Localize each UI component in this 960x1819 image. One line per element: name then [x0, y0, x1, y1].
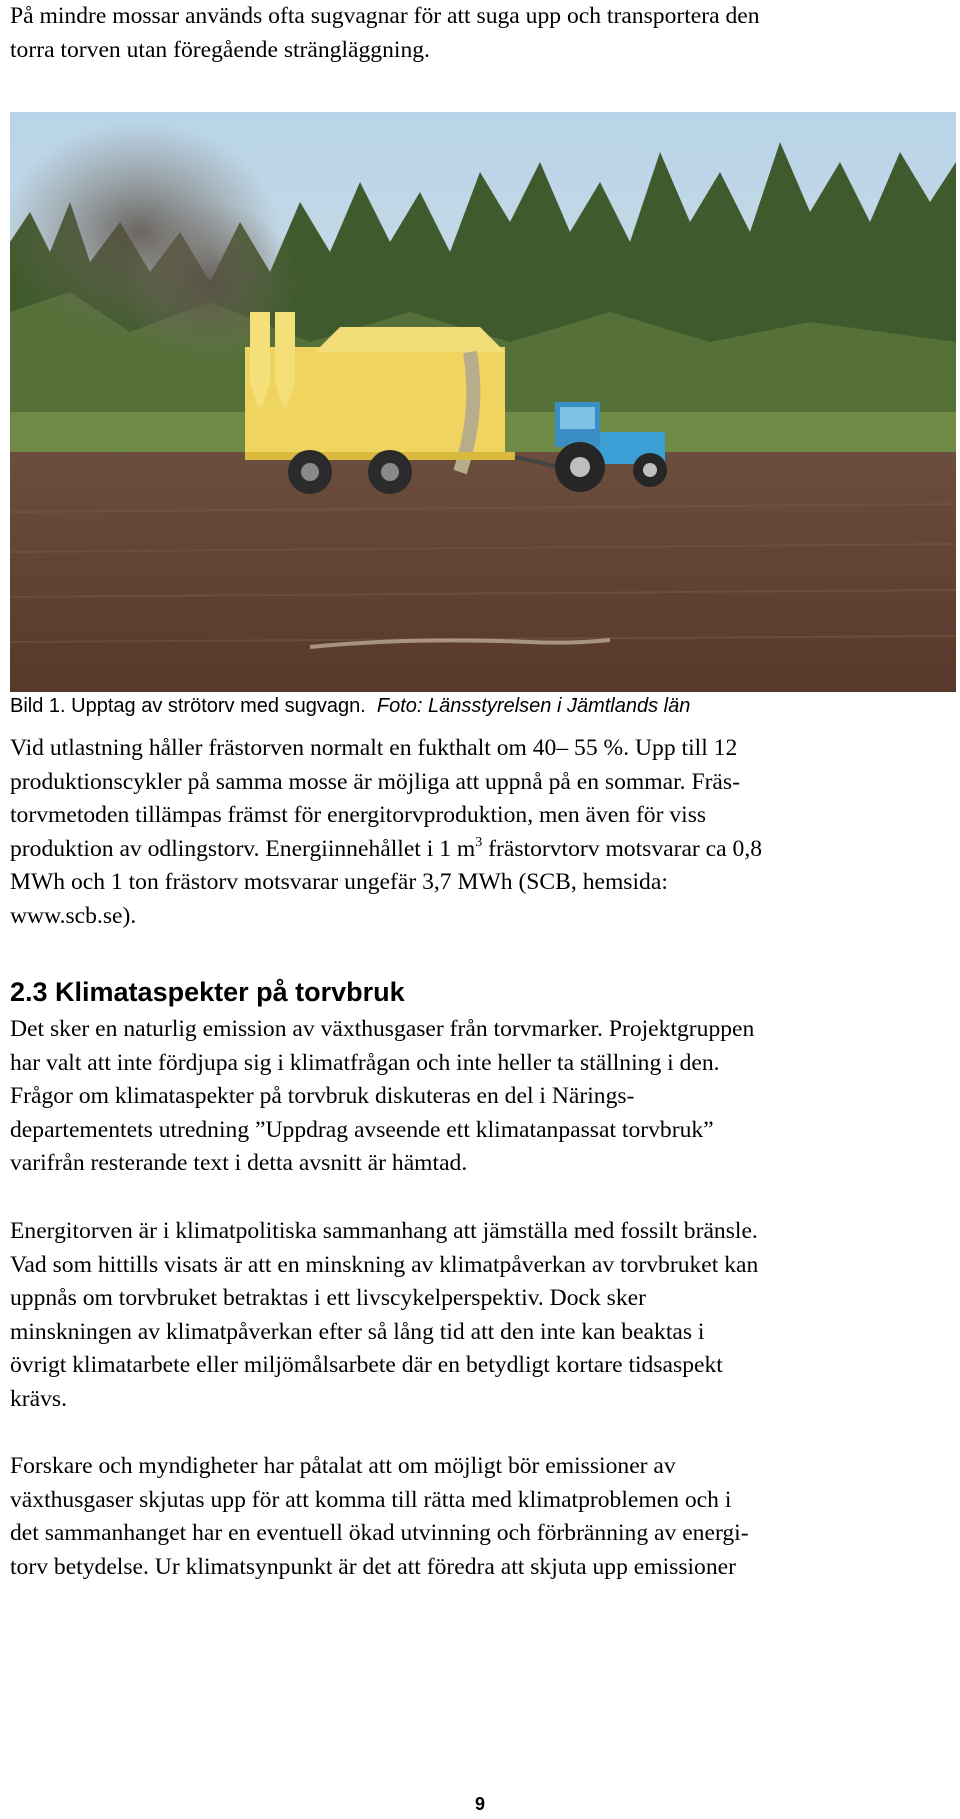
- text-segment: produktion av odlingstorv. Energiinnehållet i 1 m: [10, 835, 476, 862]
- paragraph-emission: [10, 1013, 956, 1181]
- photo-illustration: [10, 112, 956, 692]
- text-line: uppnås om torvbruket betraktas i ett livscykelperspektiv. Dock sker: [10, 1285, 646, 1312]
- text-line: Det sker en naturlig emission av växthusgaser från torvmarker. Projektgruppen: [10, 1016, 755, 1042]
- text-line: MWh och 1 ton frästorv motsvarar ungefär 3,7 MWh (SCB, hemsida:: [10, 869, 668, 896]
- text-line: produktionscykler på samma mosse är möjliga att uppnå på en sommar. Fräs-: [10, 768, 740, 795]
- text-line: www.scb.se).: [10, 902, 137, 929]
- text-line: har valt att inte fördjupa sig i klimatfrågan och inte heller ta ställning i den.: [10, 1049, 720, 1076]
- text-line: departementets utredning ”Uppdrag avseende ett klimatanpassat torvbruk”: [10, 1116, 714, 1143]
- text-line: torv betydelse. Ur klimatsynpunkt är det att föredra att skjuta upp emissioner: [10, 1553, 736, 1580]
- text-segment: frästorvtorv motsvarar ca 0,8: [482, 835, 763, 862]
- text-line: krävs.: [10, 1385, 68, 1412]
- intro-paragraph: [10, 0, 956, 67]
- text-line: växthusgaser skjutas upp för att komma till rätta med klimatproblemen och i: [10, 1486, 732, 1513]
- text-line: varifrån resterande text i detta avsnitt är hämtad.: [10, 1150, 468, 1177]
- text-line: torvmetoden tillämpas främst för energitorvproduktion, men även för viss: [10, 802, 707, 829]
- text-line: minskningen av klimatpåverkan efter så lång tid att den inte kan beaktas i: [10, 1318, 705, 1345]
- superscript: 3: [475, 834, 483, 850]
- peat-harvester-photo: [10, 112, 956, 692]
- text-line: Frågor om klimataspekter på torvbruk diskuteras en del i Närings-: [10, 1083, 635, 1110]
- text-line: torra torven utan föregående strängläggning.: [10, 36, 430, 63]
- text-line: Forskare och myndigheter har påtalat att om möjligt bör emissioner av: [10, 1453, 676, 1479]
- text-line: Energitorven är i klimatpolitiska sammanhang att jämställa med fossilt bränsle.: [10, 1218, 758, 1244]
- paragraph-production-cycles: [10, 732, 956, 934]
- caption-credit: Foto: Länsstyrelsen i Jämtlands län: [376, 695, 691, 717]
- figure-caption: [10, 692, 956, 720]
- caption-label: Bild 1. Upptag av strötorv med sugvagn.: [10, 695, 366, 717]
- section-heading: 2.3 Klimataspekter på torvbruk: [10, 977, 405, 1007]
- text-line: övrigt klimatarbete eller miljömålsarbete där en betydligt kortare tidsaspekt: [10, 1352, 723, 1379]
- text-line: det sammanhanget har en eventuell ökad utvinning och förbränning av energi-: [10, 1520, 749, 1547]
- text-line: Vad som hittills visats är att en minskning av klimatpåverkan av torvbruket kan: [10, 1251, 759, 1278]
- text-line: Vid utlastning håller frästorven normalt en fukthalt om 40– 55 %. Upp till 12: [10, 735, 738, 761]
- paragraph-forskare: [10, 1450, 956, 1584]
- text-line: På mindre mossar används ofta sugvagnar för att suga upp och transportera den: [10, 3, 760, 29]
- page-number: 9: [474, 1794, 485, 1814]
- text-line-with-superscript: [10, 833, 956, 867]
- paragraph-energitorv: [10, 1215, 956, 1417]
